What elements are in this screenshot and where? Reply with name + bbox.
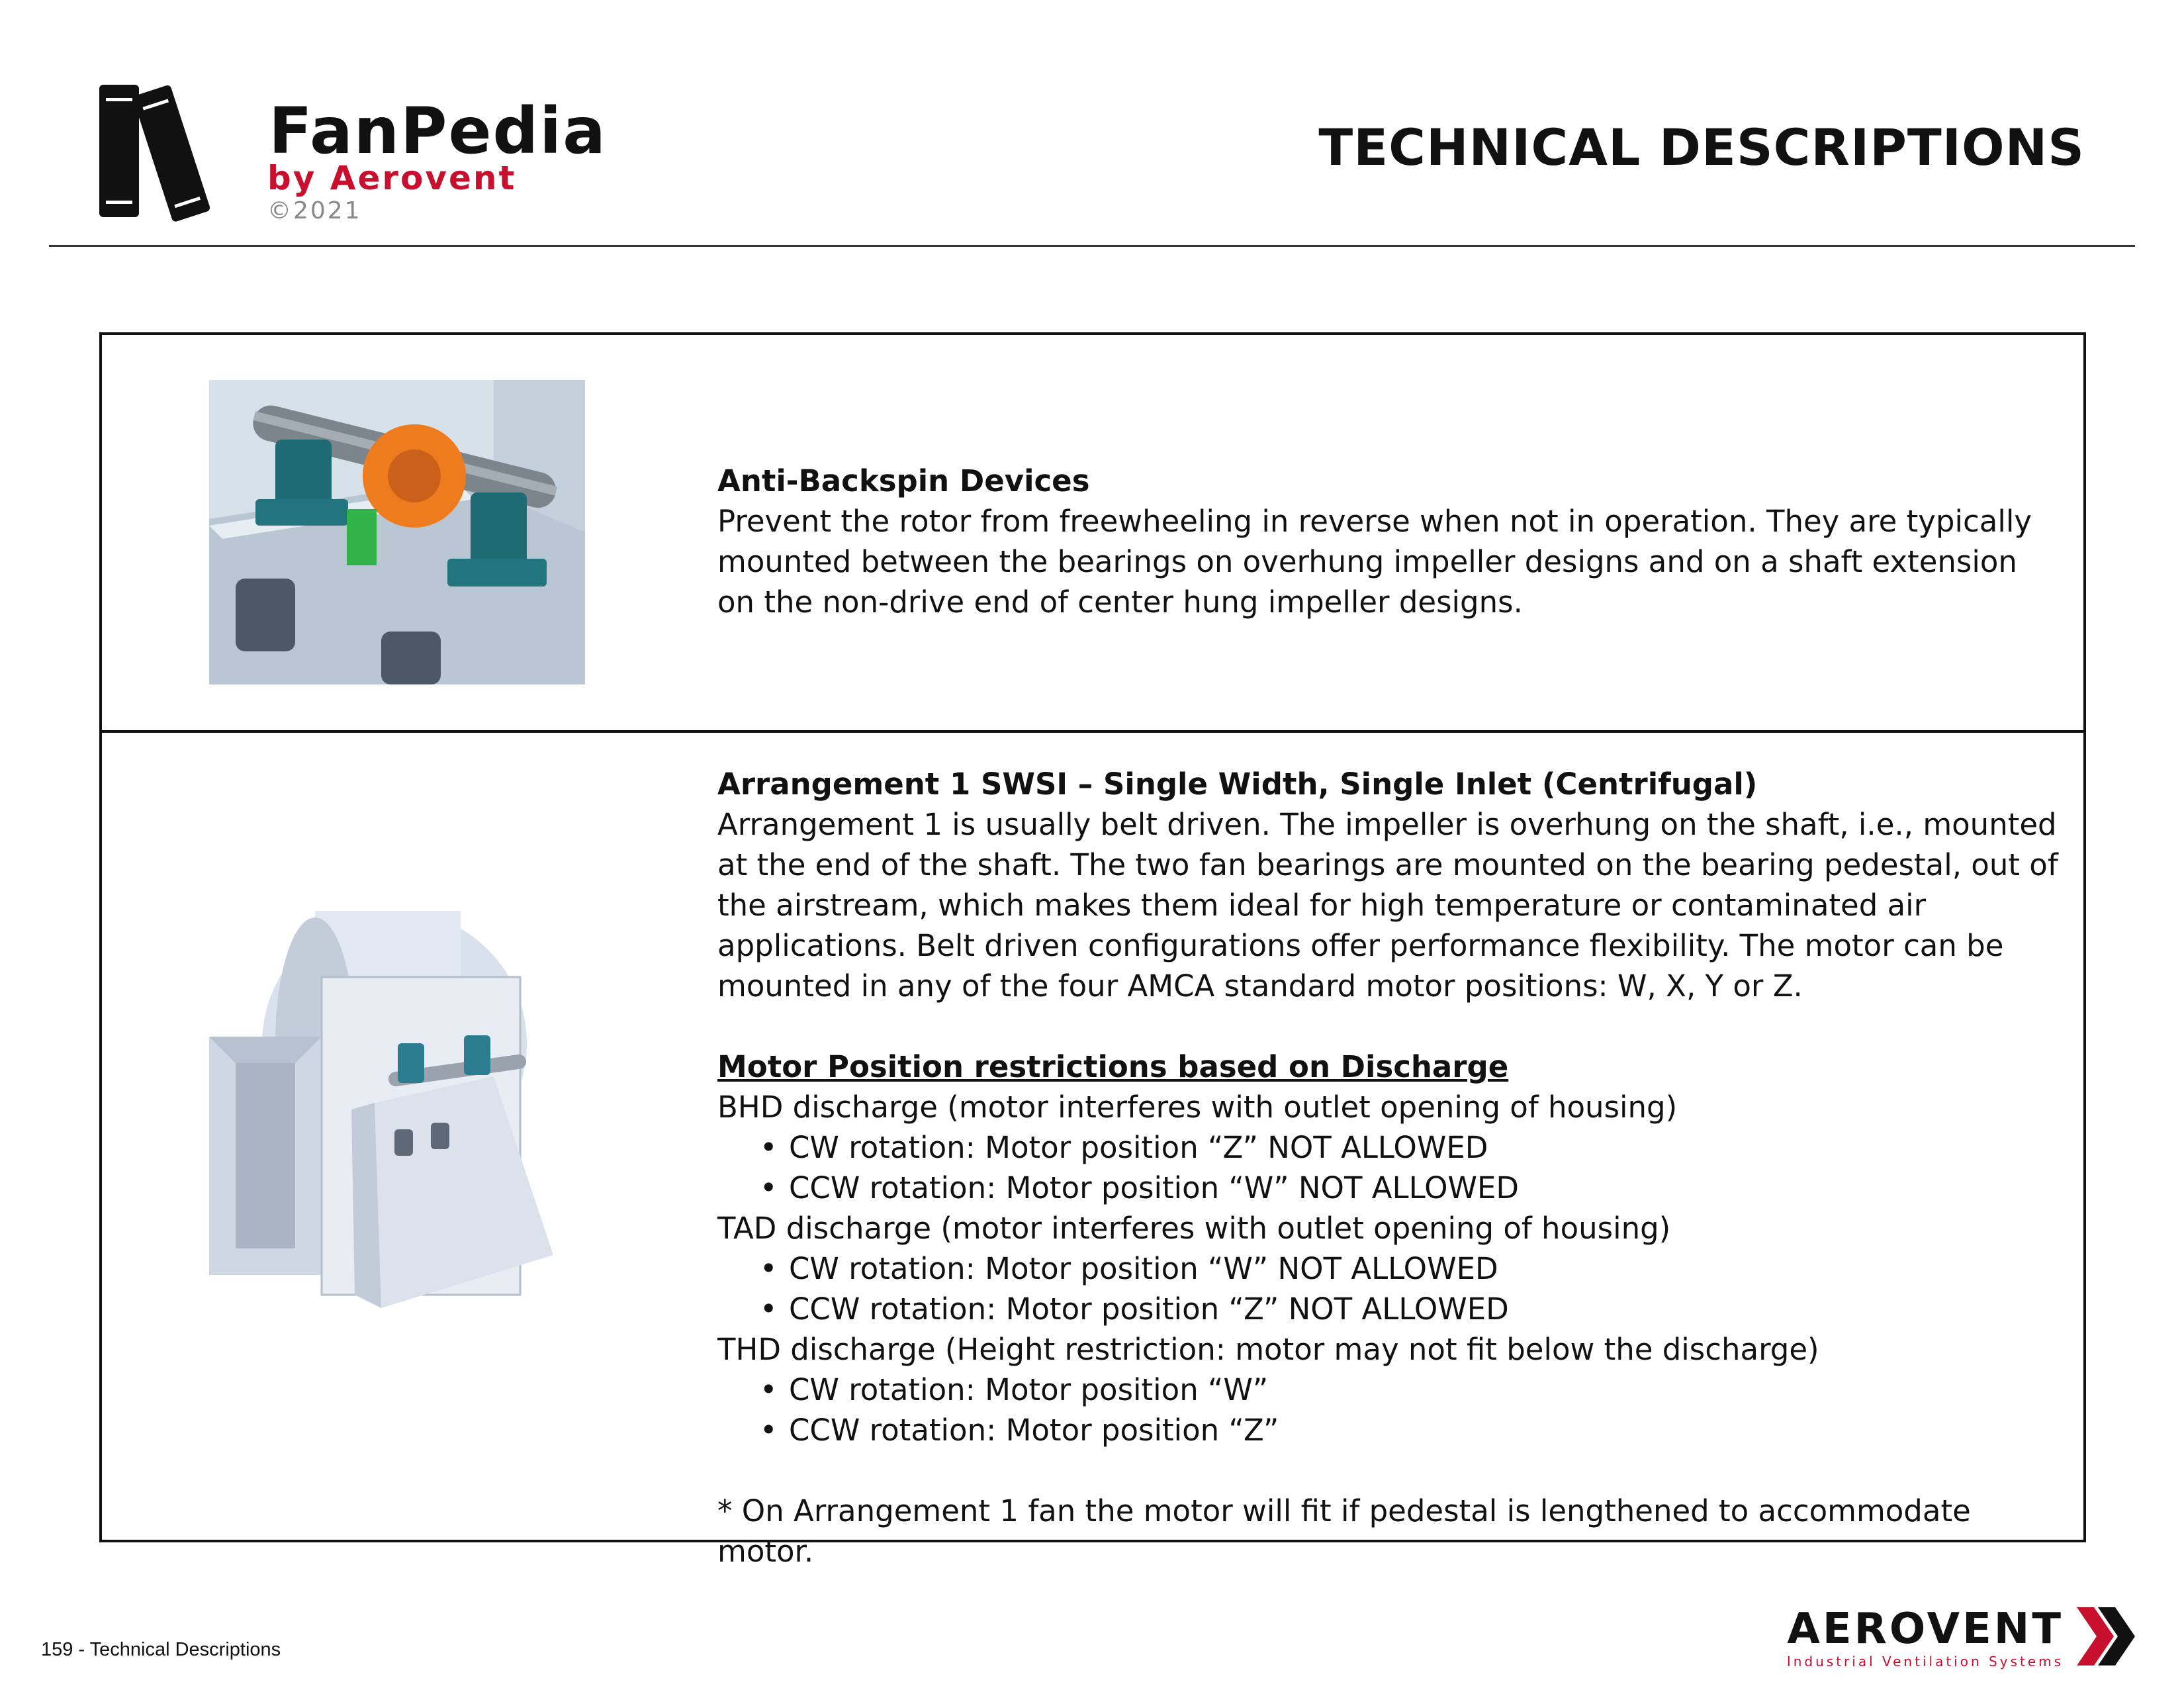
aerovent-logo-name: AEROVENT: [1787, 1605, 2064, 1654]
brand-name: FanPedia: [269, 94, 607, 168]
anti-backspin-section: [717, 461, 2061, 622]
arrangement-note: * On Arrangement 1 fan the motor will fit if pedestal is lengthened to accommodate motor.: [717, 1493, 1971, 1569]
content-table: [99, 332, 2086, 1569]
thd-discharge-label: THD discharge (Height restriction: motor may not fit below the discharge): [717, 1332, 1819, 1367]
section-body: Arrangement 1 is usually belt driven. The impeller is overhung on the shaft, i.e., mounted at the end of the shaft. The two fan bearings are mounted on the bearing pedestal, out of the airstream, which makes them ideal for high temperature or contaminated air applications. Belt driven configurations offer performance flexibility. The motor can be mounted in any of the four AMCA standard motor positions: W, X, Y or Z.: [717, 807, 2058, 1004]
anti-backspin-image: [209, 380, 585, 684]
motor-position-subheading: Motor Position restrictions based on Discharge: [717, 1049, 1509, 1084]
fanpedia-logo: [98, 78, 694, 237]
list-item: • CW rotation: Motor position “W”: [789, 1370, 2061, 1410]
chevron-right-icon: [2071, 1605, 2138, 1668]
tad-discharge-label: TAD discharge (motor interferes with outlet opening of housing): [717, 1211, 1671, 1246]
thd-restrictions-list: [717, 1370, 2061, 1450]
row-divider: [102, 730, 2083, 733]
arrangement-1-fan-image: [209, 911, 586, 1335]
list-item: • CW rotation: Motor position “Z” NOT ALLOWED: [789, 1127, 2061, 1168]
brand-byline: by Aerovent: [267, 159, 517, 197]
bhd-discharge-label: BHD discharge (motor interferes with outlet opening of housing): [717, 1090, 1678, 1125]
list-item: • CCW rotation: Motor position “Z” NOT ALLOWED: [789, 1289, 2061, 1329]
bhd-restrictions-list: [717, 1127, 2061, 1208]
page-title: TECHNICAL DESCRIPTIONS: [1318, 118, 2085, 177]
list-item: • CCW rotation: Motor position “W” NOT ALLOWED: [789, 1168, 2061, 1208]
header-divider: [49, 245, 2135, 247]
aerovent-logo: [1767, 1605, 2138, 1671]
page-footer-label: 159 - Technical Descriptions: [41, 1639, 281, 1660]
section-heading: Anti-Backspin Devices: [717, 463, 1090, 498]
books-icon: [98, 78, 250, 230]
copyright: ©2021: [267, 197, 362, 224]
arrangement-1-section: [717, 764, 2061, 1571]
aerovent-logo-tagline: Industrial Ventilation Systems: [1786, 1654, 2064, 1669]
section-heading: Arrangement 1 SWSI – Single Width, Single Inlet (Centrifugal): [717, 767, 1758, 802]
list-item: • CW rotation: Motor position “W” NOT ALLOWED: [789, 1248, 2061, 1289]
list-item: • CCW rotation: Motor position “Z”: [789, 1410, 2061, 1450]
tad-restrictions-list: [717, 1248, 2061, 1329]
section-body: Prevent the rotor from freewheeling in reverse when not in operation. They are typically mounted between the bearings on overhung impeller designs and on a shaft extension on the non-drive end of center hung impeller designs.: [717, 504, 2032, 620]
